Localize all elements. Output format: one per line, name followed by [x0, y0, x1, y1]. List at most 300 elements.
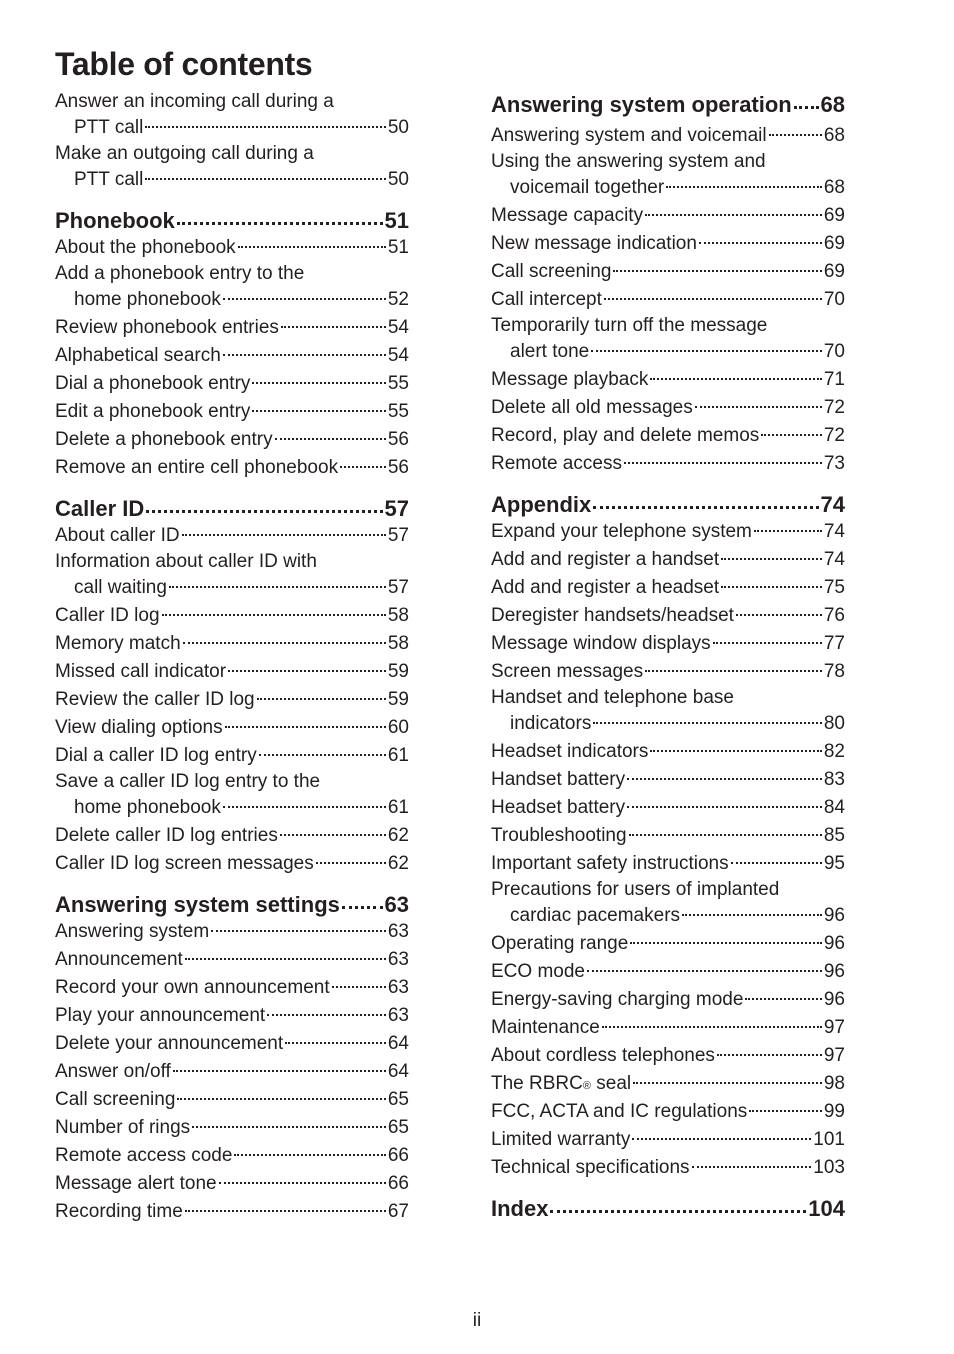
toc-entry[interactable]: The RBRC ® seal 98: [491, 1070, 845, 1098]
toc-entry[interactable]: [491, 1098, 845, 1126]
toc-entry-page: 96: [823, 989, 845, 1010]
toc-entry-text: Answer on/off: [55, 1061, 171, 1082]
dot-leader: [280, 834, 386, 836]
toc-entry-page: 57: [387, 577, 409, 598]
toc-entry-page: 84: [823, 797, 845, 818]
toc-entry-page: 97: [823, 1017, 845, 1038]
dot-leader: [185, 1210, 386, 1212]
toc-entry-page: 58: [387, 633, 409, 654]
toc-entry-text: Record, play and delete memos: [491, 425, 760, 446]
toc-entry[interactable]: [55, 1086, 409, 1114]
toc-section-heading[interactable]: [55, 878, 409, 918]
dot-leader: [342, 906, 383, 909]
toc-entry-continuation: [491, 174, 845, 202]
section-heading-text: Phonebook: [55, 208, 175, 233]
toc-entry[interactable]: [491, 878, 845, 930]
toc-entry[interactable]: [491, 394, 845, 422]
toc-entry-continuation: [491, 338, 845, 366]
toc-entry-page: 66: [387, 1145, 409, 1166]
toc-entry-text: Delete a phonebook entry: [55, 429, 273, 450]
dot-leader: [731, 862, 822, 864]
toc-entry-page: 103: [813, 1157, 845, 1178]
dot-leader: [630, 942, 822, 944]
dot-leader: [717, 1054, 822, 1056]
toc-entry-page: 70: [823, 341, 845, 362]
toc-entry[interactable]: [491, 314, 845, 366]
toc-entry-text-line1: Precautions for users of implanted: [491, 879, 780, 900]
toc-entry-text: Answering system and voicemail: [491, 125, 767, 146]
toc-entry-text: Announcement: [55, 949, 183, 970]
dot-leader: [645, 214, 822, 216]
dot-leader: [340, 466, 386, 468]
toc-entry-text: Operating range: [491, 933, 629, 954]
toc-entry-text: Edit a phonebook entry: [55, 401, 251, 422]
dot-leader: [550, 1210, 806, 1213]
toc-entry-text: Alphabetical search: [55, 345, 221, 366]
toc-entry-page: 56: [387, 429, 409, 450]
section-heading-page: 68: [820, 92, 845, 117]
toc-entry-page: 97: [823, 1045, 845, 1066]
toc-entry-page: 72: [823, 397, 845, 418]
toc-entry-page: 101: [813, 1129, 845, 1150]
toc-entry-text: Add and register a handset: [491, 549, 720, 570]
toc-entry[interactable]: [491, 574, 845, 602]
toc-entry[interactable]: [491, 1126, 845, 1154]
toc-entry[interactable]: [491, 1042, 845, 1070]
toc-entry[interactable]: [55, 742, 409, 770]
toc-entry[interactable]: [55, 1058, 409, 1086]
toc-entry-page: 61: [387, 745, 409, 766]
dot-leader: [223, 806, 386, 808]
toc-entry-text-line1: Information about caller ID with: [55, 551, 317, 572]
toc-entry-text: Dial a phonebook entry: [55, 373, 251, 394]
toc-entry[interactable]: [55, 426, 409, 454]
toc-entry-text: Answering system: [55, 921, 210, 942]
toc-entry-page: 64: [387, 1061, 409, 1082]
toc-entry-page: 82: [823, 741, 845, 762]
toc-entry[interactable]: [55, 342, 409, 370]
toc-entry[interactable]: [55, 602, 409, 630]
toc-entry-text-line2: voicemail together: [510, 177, 665, 198]
toc-section: [491, 1182, 845, 1222]
toc-entry-continuation: [55, 166, 409, 194]
toc-entry[interactable]: [491, 366, 845, 394]
section-heading-text: Caller ID: [55, 496, 145, 521]
dot-leader: [591, 350, 822, 352]
toc-section-heading[interactable]: [55, 194, 409, 234]
toc-entry[interactable]: [55, 714, 409, 742]
toc-entry-text-line2: home phonebook: [74, 797, 221, 818]
dot-leader: [632, 1138, 811, 1140]
toc-entry-page: 52: [387, 289, 409, 310]
toc-entry-page: 80: [823, 713, 845, 734]
toc-entry[interactable]: [55, 686, 409, 714]
toc-entry[interactable]: [491, 822, 845, 850]
dot-leader: [593, 722, 822, 724]
dot-leader: [754, 530, 822, 532]
dot-leader: [316, 862, 386, 864]
toc-entry[interactable]: [491, 286, 845, 314]
toc-entry[interactable]: [491, 930, 845, 958]
toc-entry[interactable]: [55, 370, 409, 398]
toc-entry[interactable]: [55, 454, 409, 482]
toc-entry-text: Number of rings: [55, 1117, 191, 1138]
toc-column-left: [55, 90, 409, 1226]
toc-entry-text: Headset battery: [491, 797, 626, 818]
dot-leader: [794, 106, 819, 109]
toc-entry-page: 60: [387, 717, 409, 738]
page-number: ii: [472, 1310, 482, 1331]
toc-entry-page: 96: [823, 933, 845, 954]
section-heading-page: 57: [384, 496, 409, 521]
dot-leader: [624, 462, 822, 464]
dot-leader: [650, 378, 821, 380]
toc-entry[interactable]: [491, 1014, 845, 1042]
toc-entry-text: Add and register a headset: [491, 577, 720, 598]
dot-leader: [602, 1026, 822, 1028]
toc-entry-page: 50: [387, 169, 409, 190]
dot-leader: [613, 270, 821, 272]
toc-entry[interactable]: [491, 122, 845, 150]
dot-leader: [627, 778, 822, 780]
dot-leader: [285, 1042, 386, 1044]
toc-entry-text: Call intercept: [491, 289, 602, 310]
toc-entry-text-line1: Add a phonebook entry to the: [55, 263, 305, 284]
toc-entry-page: 71: [823, 369, 845, 390]
toc-entry-page: 59: [387, 689, 409, 710]
toc-entry[interactable]: [55, 234, 409, 262]
toc-entry-text-line2: alert tone: [510, 341, 590, 362]
toc-entry-page: 85: [823, 825, 845, 846]
dot-leader: [721, 558, 822, 560]
toc-entry[interactable]: [55, 974, 409, 1002]
dot-leader: [666, 186, 822, 188]
toc-entry-text-line1: Temporarily turn off the message: [491, 315, 768, 336]
toc-section: [55, 482, 409, 878]
toc-entry-text: FCC, ACTA and IC regulations: [491, 1101, 748, 1122]
toc-entry-text: Memory match: [55, 633, 181, 654]
toc-entry-page: 74: [823, 521, 845, 542]
toc-entry[interactable]: [491, 1154, 845, 1182]
toc-section: [491, 478, 845, 1182]
toc-entry-page: 73: [823, 453, 845, 474]
dot-leader: [225, 726, 386, 728]
dot-leader: [627, 806, 822, 808]
toc-entry-page: 62: [387, 853, 409, 874]
dot-leader: [593, 506, 818, 509]
dot-leader: [604, 298, 822, 300]
toc-entry[interactable]: [491, 738, 845, 766]
toc-entry[interactable]: [55, 1002, 409, 1030]
dot-leader: [219, 1182, 386, 1184]
toc-entry-text: Message playback: [491, 369, 649, 390]
toc-entry-page: 74: [823, 549, 845, 570]
toc-entry-text: Call screening: [55, 1089, 176, 1110]
dot-leader: [259, 754, 386, 756]
toc-entry-page: 69: [823, 205, 845, 226]
toc-entry-page: 68: [823, 177, 845, 198]
toc-entry-page: 63: [387, 921, 409, 942]
toc-entry-page: 55: [387, 373, 409, 394]
toc-entry-text-line2: PTT call: [74, 117, 144, 138]
dot-leader: [183, 642, 386, 644]
toc-entry-page: 75: [823, 577, 845, 598]
toc-entry-text: Message window displays: [491, 633, 711, 654]
toc-entry-page: 61: [387, 797, 409, 818]
toc-entry-text-line2: PTT call: [74, 169, 144, 190]
toc-entry[interactable]: [55, 1114, 409, 1142]
dot-leader: [211, 930, 386, 932]
toc-entry-text: Delete all old messages: [491, 397, 693, 418]
dot-leader: [228, 670, 386, 672]
toc-entry-continuation: [55, 794, 409, 822]
toc-entry-text: Review phonebook entries: [55, 317, 279, 338]
toc-entry[interactable]: [55, 630, 409, 658]
dot-leader: [633, 1082, 822, 1084]
toc-entry-text: Dial a caller ID log entry: [55, 745, 257, 766]
dot-leader: [146, 510, 382, 513]
toc-entry-text-line2: indicators: [510, 713, 592, 734]
toc-entry[interactable]: [55, 142, 409, 194]
dot-leader: [587, 970, 822, 972]
toc-entry-page: 78: [823, 661, 845, 682]
toc-entry-continuation: [55, 574, 409, 602]
toc-entry-text: Energy-saving charging mode: [491, 989, 744, 1010]
dot-leader: [145, 126, 386, 128]
toc-entry-page: 58: [387, 605, 409, 626]
dot-leader: [238, 246, 386, 248]
toc-entry-page: 64: [387, 1033, 409, 1054]
toc-entry-text-line1: Save a caller ID log entry to the: [55, 771, 321, 792]
toc-entry-continuation: [491, 710, 845, 738]
toc-entry-page: 69: [823, 261, 845, 282]
toc-entry[interactable]: [491, 986, 845, 1014]
toc-entry[interactable]: [491, 546, 845, 574]
toc-entry-page: 96: [823, 961, 845, 982]
toc-entry[interactable]: [491, 794, 845, 822]
toc-entry-page: 55: [387, 401, 409, 422]
toc-entry-text: About cordless telephones: [491, 1045, 715, 1066]
toc-entry-continuation: [55, 286, 409, 314]
toc-entry-page: 57: [387, 525, 409, 546]
toc-entry-text: Deregister handsets/headset: [491, 605, 734, 626]
toc-entry-page: 67: [387, 1201, 409, 1222]
section-heading-text: Index: [491, 1196, 549, 1221]
toc-entry-page: 83: [823, 769, 845, 790]
toc-entry[interactable]: [55, 918, 409, 946]
toc-entry-text: Call screening: [491, 261, 612, 282]
toc-entry-text: Screen messages: [491, 661, 644, 682]
toc-entry-text: Maintenance: [491, 1017, 600, 1038]
toc-entry-page: 59: [387, 661, 409, 682]
toc-entry-text: ECO mode: [491, 961, 585, 982]
toc-entry[interactable]: [55, 90, 409, 142]
dot-leader: [182, 534, 386, 536]
toc-entry-page: 66: [387, 1173, 409, 1194]
toc-entry[interactable]: [55, 314, 409, 342]
toc-entry[interactable]: [55, 946, 409, 974]
toc-entry-text: About caller ID: [55, 525, 180, 546]
toc-entry[interactable]: [55, 822, 409, 850]
toc-entry[interactable]: [491, 518, 845, 546]
toc-entry[interactable]: [55, 1142, 409, 1170]
page-title: Table of contents: [55, 46, 313, 82]
toc-entry[interactable]: [491, 630, 845, 658]
dot-leader: [177, 1098, 385, 1100]
dot-leader: [145, 178, 386, 180]
toc-entry-text: Missed call indicator: [55, 661, 227, 682]
section-heading-page: 51: [384, 208, 409, 233]
toc-entry[interactable]: [55, 770, 409, 822]
toc-entry-text: Delete caller ID log entries: [55, 825, 278, 846]
toc-entry-text: Message capacity: [491, 205, 644, 226]
toc-entry-text-line1: Answer an incoming call during a: [55, 91, 334, 112]
toc-entry-text: New message indication: [491, 233, 697, 254]
toc-entry-page: 95: [823, 853, 845, 874]
toc-section-heading[interactable]: [491, 1182, 845, 1222]
toc-entry[interactable]: [491, 602, 845, 630]
toc-entry-page: 65: [387, 1089, 409, 1110]
toc-section: [491, 92, 845, 478]
dot-leader: [713, 642, 822, 644]
section-heading-page: 63: [384, 892, 409, 917]
toc-entry-page: 99: [823, 1101, 845, 1122]
toc-entry[interactable]: [55, 1198, 409, 1226]
toc-entry-page: 65: [387, 1117, 409, 1138]
dot-leader: [281, 326, 386, 328]
dot-leader: [162, 614, 386, 616]
toc-entry-page: 54: [387, 345, 409, 366]
toc-section: [55, 878, 409, 1226]
toc-entry[interactable]: [491, 202, 845, 230]
toc-entry-page: 63: [387, 949, 409, 970]
toc-entry-text: Remote access code: [55, 1145, 233, 1166]
dot-leader: [185, 958, 386, 960]
toc-entry[interactable]: [491, 766, 845, 794]
dot-leader: [173, 1070, 386, 1072]
dot-leader: [769, 134, 822, 136]
toc-entry-text: Record your own announcement: [55, 977, 330, 998]
toc-entry-text-line1: Using the answering system and: [491, 151, 766, 172]
toc-entry-page: 69: [823, 233, 845, 254]
toc-section-heading[interactable]: [491, 92, 845, 120]
toc-entry-text: About the phonebook: [55, 237, 236, 258]
dot-leader: [736, 614, 822, 616]
toc-entry-text-line2: home phonebook: [74, 289, 221, 310]
dot-leader: [252, 382, 385, 384]
toc-entry[interactable]: [55, 1030, 409, 1058]
dot-leader: [692, 1166, 812, 1168]
toc-entry[interactable]: [491, 230, 845, 258]
toc-entry-text-line1: Handset and telephone base: [491, 687, 734, 708]
section-heading-text: Appendix: [491, 492, 592, 517]
toc-entry-page: 76: [823, 605, 845, 626]
toc-entry-text: Expand your telephone system: [491, 521, 752, 542]
toc-entry[interactable]: [491, 450, 845, 478]
toc-entry[interactable]: [55, 550, 409, 602]
toc-entry[interactable]: [491, 422, 845, 450]
toc-entry-text: Troubleshooting: [491, 825, 627, 846]
toc-entry-text: Remote access: [491, 453, 622, 474]
dot-leader: [745, 998, 821, 1000]
dot-leader: [267, 1014, 386, 1016]
toc-entry-page: 72: [823, 425, 845, 446]
toc-column-right: [491, 90, 845, 1222]
dot-leader: [257, 698, 386, 700]
toc-entry-page: 50: [387, 117, 409, 138]
toc-entry-text: Recording time: [55, 1201, 183, 1222]
dot-leader: [761, 434, 822, 436]
dot-leader: [650, 750, 821, 752]
dot-leader: [275, 438, 386, 440]
dot-leader: [682, 914, 822, 916]
toc-entry-page: 63: [387, 1005, 409, 1026]
toc-entry[interactable]: [55, 1170, 409, 1198]
toc-section-heading[interactable]: [491, 478, 845, 518]
toc-entry[interactable]: [491, 258, 845, 286]
toc-section-heading[interactable]: [55, 482, 409, 522]
toc-entry-page: 77: [823, 633, 845, 654]
toc-entry[interactable]: [491, 850, 845, 878]
toc-entry-text: Handset battery: [491, 769, 626, 790]
toc-entry-text: Delete your announcement: [55, 1033, 284, 1054]
toc-entry[interactable]: [491, 958, 845, 986]
dot-leader: [169, 586, 386, 588]
toc-entry-page: 62: [387, 825, 409, 846]
toc-entry[interactable]: [491, 686, 845, 738]
toc-entry[interactable]: [55, 262, 409, 314]
toc-entry-continuation: [491, 902, 845, 930]
toc-entry[interactable]: [55, 658, 409, 686]
toc-entry-text-line2: cardiac pacemakers: [510, 905, 681, 926]
toc-entry-text-after: seal: [590, 1073, 632, 1094]
dot-leader: [223, 354, 386, 356]
dot-leader: [629, 834, 822, 836]
dot-leader: [177, 222, 383, 225]
section-heading-page: 74: [820, 492, 845, 517]
toc-entry-text: Important safety instructions: [491, 853, 729, 874]
toc-entry-page: 63: [387, 977, 409, 998]
toc-entry-text: Headset indicators: [491, 741, 649, 762]
toc-entry-text: Limited warranty: [491, 1129, 631, 1150]
dot-leader: [749, 1110, 822, 1112]
toc-entry[interactable]: [55, 522, 409, 550]
dot-leader: [695, 406, 822, 408]
toc-entry-text-line2: call waiting: [74, 577, 167, 598]
toc-entry-text: Message alert tone: [55, 1173, 217, 1194]
dot-leader: [645, 670, 822, 672]
toc-entry-text-line1: Make an outgoing call during a: [55, 143, 314, 164]
section-heading-page: 104: [808, 1196, 845, 1221]
dot-leader: [223, 298, 386, 300]
toc-entry-continuation: [55, 114, 409, 142]
toc-entry[interactable]: [55, 850, 409, 878]
toc-entry-text: Remove an entire cell phonebook: [55, 457, 339, 478]
section-heading-text: Answering system settings: [55, 892, 340, 917]
dot-leader: [252, 410, 385, 412]
toc-entry-text: Technical specifications: [491, 1157, 690, 1178]
toc-entry[interactable]: [491, 150, 845, 202]
dot-leader: [192, 1126, 386, 1128]
toc-entry-text: Play your announcement: [55, 1005, 266, 1026]
toc-section: [55, 194, 409, 482]
toc-entry-page: 68: [823, 125, 845, 146]
toc-entry[interactable]: [55, 398, 409, 426]
toc-entry-text: Caller ID log screen messages: [55, 853, 314, 874]
toc-entry[interactable]: [491, 658, 845, 686]
toc-entry-page: 54: [387, 317, 409, 338]
dot-leader: [721, 586, 822, 588]
